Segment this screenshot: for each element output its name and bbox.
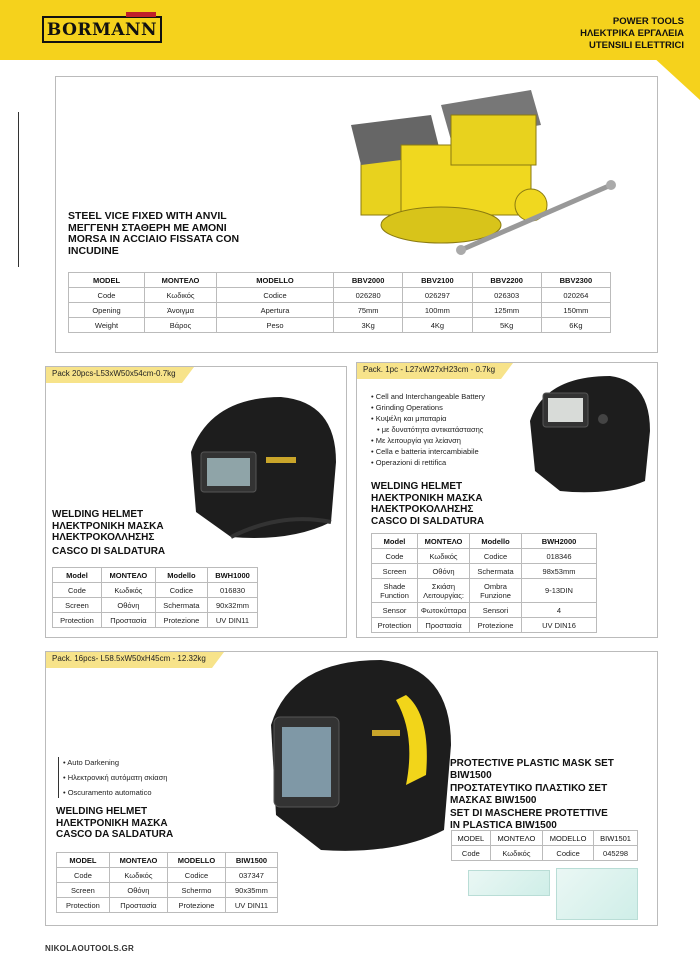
- table-cell: Σκιάση Λειτουργίας:: [418, 579, 470, 603]
- table-header-cell: BBV2300: [541, 273, 610, 288]
- table-header-row: [69, 273, 611, 288]
- title-en: PROTECTIVE PLASTIC MASK SET BIW1500: [450, 758, 614, 781]
- table-header-cell: Model: [372, 534, 418, 549]
- list-item: • Auto Darkening: [63, 757, 167, 768]
- brand-logo[interactable]: [42, 16, 162, 43]
- table-cell: Προστασία: [109, 898, 167, 913]
- table-cell: Protection: [372, 618, 418, 633]
- table-row: [69, 288, 611, 303]
- helmet-bwh2000-image: [515, 371, 655, 501]
- vice-panel: [55, 76, 658, 353]
- table-cell: 125mm: [472, 303, 541, 318]
- table-row: [69, 318, 611, 333]
- vice-handle-knob: [456, 245, 466, 255]
- table-row: [69, 303, 611, 318]
- title-it: CASCO DI SALDATURA: [371, 515, 485, 527]
- pack-info: Pack. 16pcs- L58.5xW50xH45cm - 12.32kg: [46, 652, 212, 668]
- table-row: [57, 898, 278, 913]
- table-cell: 037347: [225, 868, 277, 883]
- table-row: [53, 598, 258, 613]
- table-row: [53, 613, 258, 628]
- table-cell: Sensor: [372, 603, 418, 618]
- table-cell: Code: [452, 846, 491, 861]
- title-en: WELDING HELMET: [371, 481, 463, 492]
- list-item-continued: [371, 424, 485, 435]
- helmet-biw1500-title: [56, 806, 173, 841]
- maskset-title: [450, 758, 657, 831]
- table-header-cell: BIW1500: [225, 853, 277, 868]
- table-header-row: [372, 534, 597, 549]
- table-cell: Protection: [53, 613, 102, 628]
- table-cell: 045298: [594, 846, 638, 861]
- table-cell: Sensori: [470, 603, 522, 618]
- table-header-cell: ΜΟΝΤΕΛΟ: [101, 568, 155, 583]
- list-item: • Oscuramento automatico: [63, 787, 167, 798]
- table-cell: Screen: [372, 564, 418, 579]
- table-header-cell: ΜΟΝΤΕΛΟ: [490, 831, 542, 846]
- helmet-biw1500-panel: [45, 651, 658, 926]
- table-cell: Προστασία: [101, 613, 155, 628]
- helmet-bwh1000-spec-table: [52, 567, 258, 628]
- side-divider: [18, 112, 19, 267]
- table-cell: Codice: [543, 846, 594, 861]
- list-item: • Cella e batteria intercambiabile: [371, 446, 485, 457]
- table-cell: Κωδικός: [101, 583, 155, 598]
- table-header-row: [57, 853, 278, 868]
- table-cell: Code: [372, 549, 418, 564]
- table-cell: 018346: [522, 549, 597, 564]
- vice-spec-table: [68, 272, 611, 333]
- table-cell: 9-13DIN: [522, 579, 597, 603]
- table-cell: Code: [57, 868, 110, 883]
- table-header-row: [53, 568, 258, 583]
- table-header-cell: MODELLO: [543, 831, 594, 846]
- table-header-cell: ΜΟΝΤΕΛΟ: [109, 853, 167, 868]
- table-header-cell: BBV2100: [403, 273, 472, 288]
- brand-name: BORMANN: [46, 19, 158, 40]
- table-row: [372, 549, 597, 564]
- title-el: ΠΡΟΣΤΑΤΕΥΤΙΚΟ ΠΛΑΣΤΙΚΟ ΣΕΤ: [450, 783, 608, 794]
- table-cell: Κωδικός: [145, 288, 217, 303]
- helmet-label: [266, 457, 296, 463]
- helmet-biw1500-spec-table: [56, 852, 278, 913]
- table-cell: Προστασία: [418, 618, 470, 633]
- helmet-biw1500-image: [256, 655, 456, 860]
- table-cell: Κωδικός: [418, 549, 470, 564]
- list-item: • Grinding Operations: [371, 402, 485, 413]
- table-row: [372, 618, 597, 633]
- table-header-cell: ΜΟΝΤΕΛΟ: [418, 534, 470, 549]
- table-cell: UV DIN11: [207, 613, 257, 628]
- table-cell: Protezione: [168, 898, 226, 913]
- table-header-cell: MODELLO: [168, 853, 226, 868]
- helmet-bwh1000-title: [52, 509, 165, 557]
- table-cell: Weight: [69, 318, 145, 333]
- title-el: ΗΛΕΚΤΡΟΝΙΚΗ ΜΑΣΚΑ: [52, 520, 164, 532]
- helmet-lens: [548, 398, 583, 422]
- table-cell: 75mm: [334, 303, 403, 318]
- helmet-bwh2000-spec-table: [371, 533, 597, 633]
- table-header-cell: MODEL: [452, 831, 491, 846]
- table-header-cell: BWH1000: [207, 568, 257, 583]
- table-header-cell: BWH2000: [522, 534, 597, 549]
- table-cell: Protezione: [470, 618, 522, 633]
- table-cell: Codice: [168, 868, 226, 883]
- helmet-label: [372, 730, 400, 736]
- table-cell: Φωτοκύτταρα: [418, 603, 470, 618]
- table-cell: 98x53mm: [522, 564, 597, 579]
- table-row: [452, 846, 638, 861]
- table-cell: Screen: [53, 598, 102, 613]
- table-cell: Οθόνη: [109, 883, 167, 898]
- pack-info: Pack. 1pc - L27xW27xH23cm - 0.7kg: [357, 363, 501, 379]
- table-cell: 016830: [207, 583, 257, 598]
- table-cell: 3Kg: [334, 318, 403, 333]
- table-header-row: [452, 831, 638, 846]
- vice-title-it: MORSA IN ACCIAIO FISSATA CON: [68, 233, 240, 245]
- list-item: • Operazioni di rettifica: [371, 457, 485, 468]
- table-header-cell: Model: [53, 568, 102, 583]
- table-header-cell: BBV2200: [472, 273, 541, 288]
- category-titles: [580, 16, 684, 52]
- helmet-lens: [282, 727, 331, 797]
- table-header-cell: BIW1501: [594, 831, 638, 846]
- table-cell: Apertura: [217, 303, 334, 318]
- helmet-bwh1000-image: [171, 392, 341, 552]
- title-el: ΗΛΕΚΤΡΟΝΙΚΗ ΜΑΣΚΑ: [371, 492, 483, 504]
- title-el-2: ΜΑΣΚΑΣ BIW1500: [450, 794, 537, 806]
- table-cell: Οθόνη: [101, 598, 155, 613]
- table-cell: 020264: [541, 288, 610, 303]
- table-cell: Schermo: [168, 883, 226, 898]
- title-en: WELDING HELMET: [52, 509, 144, 520]
- table-cell: 026303: [472, 288, 541, 303]
- list-item-text: με δυνατότητα αντικατάστασης: [381, 425, 484, 434]
- table-cell: 026297: [403, 288, 472, 303]
- logo-flag: [126, 12, 156, 17]
- table-cell: Schermata: [155, 598, 207, 613]
- vice-title-it-2: INCUDINE: [68, 244, 119, 257]
- title-it: CASCO DI SALDATURA: [52, 545, 166, 557]
- helmet-knob[interactable]: [598, 414, 608, 424]
- table-cell: 026280: [334, 288, 403, 303]
- table-cell: Βάρος: [145, 318, 217, 333]
- pack-info: Pack 20pcs-L53xW50x54cm-0.7kg: [46, 367, 182, 383]
- feature-list: [371, 391, 485, 468]
- title-el: ΗΛΕΚΤΡΟΝΙΚΗ ΜΑΣΚΑ: [56, 817, 168, 829]
- table-cell: Protezione: [155, 613, 207, 628]
- table-cell: 6Kg: [541, 318, 610, 333]
- list-item: • Με λειτουργία για λείανση: [371, 435, 485, 446]
- table-cell: UV DIN11: [225, 898, 277, 913]
- maskset-spec-table: [451, 830, 638, 861]
- category-it: UTENSILI ELETTRICI: [589, 40, 684, 51]
- vice-title: [68, 211, 239, 257]
- table-cell: 4Kg: [403, 318, 472, 333]
- title-it: SET DI MASCHERE PROTETTIVE: [450, 808, 608, 819]
- table-cell: Κωδικός: [490, 846, 542, 861]
- table-cell: Οθόνη: [418, 564, 470, 579]
- table-cell: 5Kg: [472, 318, 541, 333]
- table-cell: Codice: [155, 583, 207, 598]
- feature-list: [58, 757, 167, 798]
- table-cell: Protection: [57, 898, 110, 913]
- table-cell: Άνοιγμα: [145, 303, 217, 318]
- table-header-cell: Modello: [155, 568, 207, 583]
- table-header-cell: MODEL: [69, 273, 145, 288]
- helmet-lens: [207, 458, 250, 486]
- table-cell: Code: [53, 583, 102, 598]
- table-row: [372, 564, 597, 579]
- vice-title-en: STEEL VICE FIXED WITH ANVIL: [68, 210, 227, 222]
- title-el-2: ΗΛΕΚΤΡΟΚΟΛΛΗΣΗΣ: [371, 504, 474, 515]
- table-row: [57, 883, 278, 898]
- title-it: CASCO DA SALDATURA: [56, 829, 174, 840]
- footer-website[interactable]: NIKOLAOUTOOLS.GR: [45, 944, 135, 953]
- table-cell: 90x35mm: [225, 883, 277, 898]
- table-row: [53, 583, 258, 598]
- helmet-bwh1000-panel: [45, 366, 347, 638]
- table-cell: 150mm: [541, 303, 610, 318]
- vice-title-el: ΜΕΓΓΕΝΗ ΣΤΑΘΕΡΗ ΜΕ ΑΜΟΝΙ: [68, 221, 227, 234]
- table-cell: Code: [69, 288, 145, 303]
- table-row: [57, 868, 278, 883]
- list-item: • Cell and Interchangeable Battery: [371, 391, 485, 402]
- table-cell: Opening: [69, 303, 145, 318]
- table-cell: Screen: [57, 883, 110, 898]
- table-cell: Peso: [217, 318, 334, 333]
- table-cell: Shade Function: [372, 579, 418, 603]
- table-header-cell: BBV2000: [334, 273, 403, 288]
- title-en: WELDING HELMET: [56, 806, 148, 817]
- table-row: [372, 579, 597, 603]
- table-cell: Codice: [470, 549, 522, 564]
- mask-film-2: [556, 868, 638, 920]
- vice-anvil-body: [451, 115, 536, 165]
- table-cell: Κωδικός: [109, 868, 167, 883]
- title-it-2: IN PLASTICA BIW1500: [450, 819, 557, 831]
- table-row: [372, 603, 597, 618]
- table-header-cell: MODEL: [57, 853, 110, 868]
- list-item: • Ηλεκτρονική αυτόματη σκίαση: [63, 772, 167, 783]
- table-header-cell: MODELLO: [217, 273, 334, 288]
- vice-base: [381, 207, 501, 243]
- table-cell: Ombra Funzione: [470, 579, 522, 603]
- helmet-bwh2000-title: [371, 481, 484, 527]
- vice-handle-knob: [606, 180, 616, 190]
- table-cell: Schermata: [470, 564, 522, 579]
- table-cell: 4: [522, 603, 597, 618]
- table-header-cell: Modello: [470, 534, 522, 549]
- category-el: ΗΛΕΚΤΡΙΚΑ ΕΡΓΑΛΕΙΑ: [580, 28, 684, 39]
- list-item: • Κυψέλη και μπαταρία: [371, 413, 485, 424]
- table-cell: 90x32mm: [207, 598, 257, 613]
- helmet-bwh2000-panel: [356, 362, 658, 638]
- mask-film-1: [468, 870, 550, 896]
- table-cell: Codice: [217, 288, 334, 303]
- category-en: POWER TOOLS: [612, 16, 684, 27]
- vice-image: [341, 85, 641, 260]
- table-cell: 100mm: [403, 303, 472, 318]
- table-cell: UV DIN16: [522, 618, 597, 633]
- table-header-cell: ΜΟΝΤΕΛΟ: [145, 273, 217, 288]
- title-el-2: ΗΛΕΚΤΡΟΚΟΛΛΗΣΗΣ: [52, 532, 155, 543]
